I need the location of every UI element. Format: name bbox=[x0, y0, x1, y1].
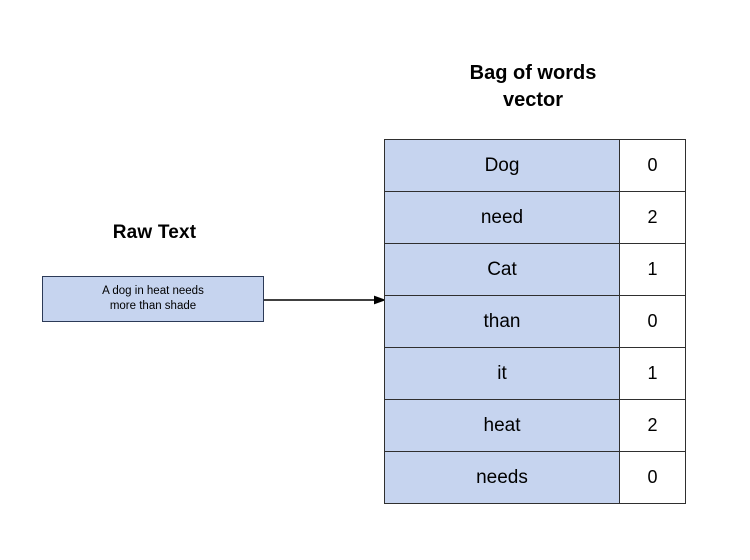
table-cell-count: 0 bbox=[620, 140, 686, 192]
table-cell-count: 1 bbox=[620, 348, 686, 400]
table-cell-word: needs bbox=[385, 452, 620, 504]
table-cell-count: 0 bbox=[620, 452, 686, 504]
table-cell-count: 0 bbox=[620, 296, 686, 348]
table-row bbox=[385, 140, 686, 192]
arrow-right-icon bbox=[264, 292, 386, 308]
table-row bbox=[385, 400, 686, 452]
bag-of-words-title: Bag of words vector bbox=[469, 62, 597, 111]
table-cell-count: 2 bbox=[620, 400, 686, 452]
raw-text-value: A dog in heat needs more than shade bbox=[102, 285, 204, 312]
table-row bbox=[385, 296, 686, 348]
table-cell-count: 1 bbox=[620, 244, 686, 296]
table-cell-word: need bbox=[385, 192, 620, 244]
table-row bbox=[385, 244, 686, 296]
raw-text-box bbox=[42, 276, 264, 322]
table-cell-word: heat bbox=[385, 400, 620, 452]
table-row bbox=[385, 348, 686, 400]
table-row bbox=[385, 452, 686, 504]
bag-of-words-table-body bbox=[385, 140, 686, 504]
table-cell-word: than bbox=[385, 296, 620, 348]
table-cell-word: Dog bbox=[385, 140, 620, 192]
table-cell-word: Cat bbox=[385, 244, 620, 296]
bag-of-words-table bbox=[384, 139, 686, 504]
table-cell-word: it bbox=[385, 348, 620, 400]
table-row bbox=[385, 192, 686, 244]
table-cell-count: 2 bbox=[620, 192, 686, 244]
raw-text-label: Raw Text bbox=[112, 222, 197, 243]
